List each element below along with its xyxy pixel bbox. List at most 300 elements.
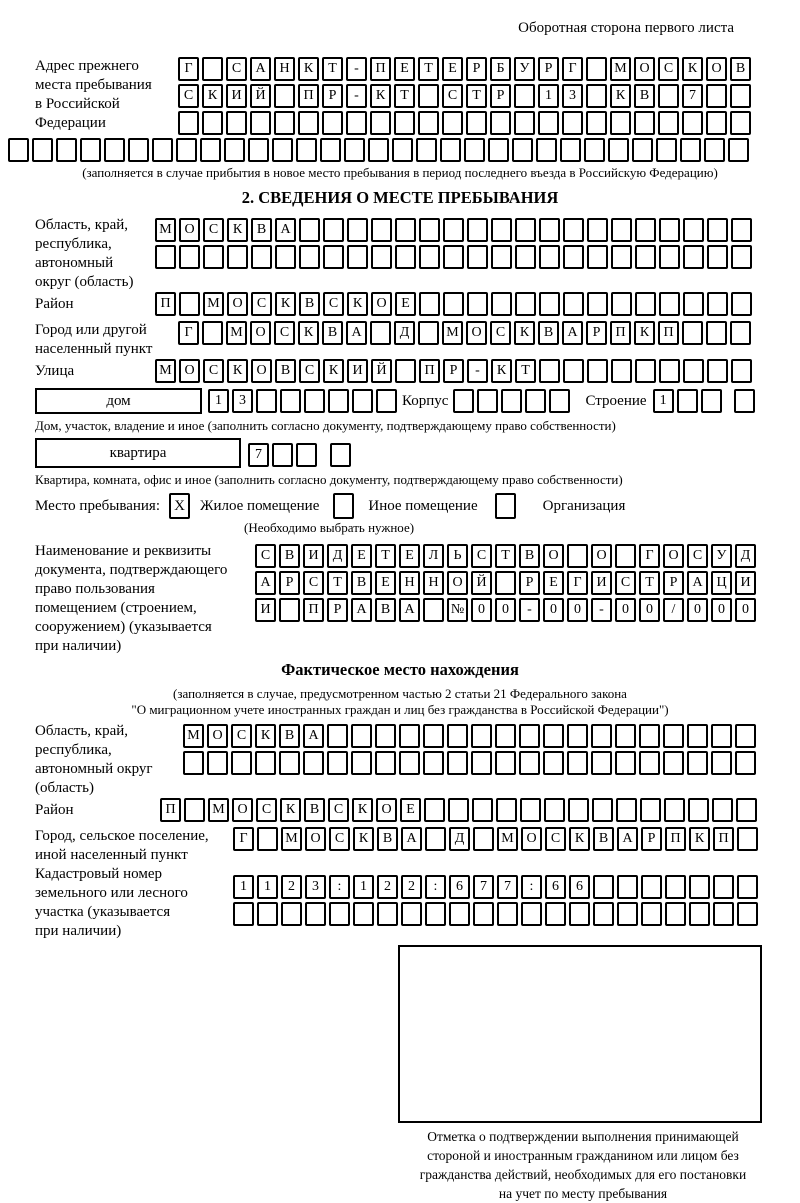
char-box[interactable] — [514, 111, 535, 135]
char-box[interactable]: Е — [395, 292, 416, 316]
char-box[interactable]: 0 — [735, 598, 756, 622]
char-box[interactable] — [683, 292, 704, 316]
char-box[interactable]: К — [227, 359, 248, 383]
char-box[interactable] — [423, 598, 444, 622]
char-box[interactable] — [635, 245, 656, 269]
char-box[interactable] — [416, 138, 437, 162]
char-box[interactable] — [735, 724, 756, 748]
char-box[interactable]: 2 — [401, 875, 422, 899]
char-box[interactable] — [488, 138, 509, 162]
char-box[interactable] — [659, 218, 680, 242]
char-box[interactable] — [640, 798, 661, 822]
char-box[interactable] — [32, 138, 53, 162]
char-box[interactable] — [567, 544, 588, 568]
char-box[interactable] — [539, 292, 560, 316]
char-box[interactable]: В — [593, 827, 614, 851]
char-box[interactable]: О — [232, 798, 253, 822]
char-box[interactable] — [453, 389, 474, 413]
char-box[interactable] — [713, 875, 734, 899]
char-box[interactable] — [202, 111, 223, 135]
char-box[interactable] — [593, 902, 614, 926]
char-box[interactable]: 0 — [471, 598, 492, 622]
char-box[interactable]: В — [375, 598, 396, 622]
char-box[interactable] — [682, 321, 703, 345]
char-box[interactable]: Н — [423, 571, 444, 595]
char-box[interactable]: А — [401, 827, 422, 851]
char-box[interactable]: Ь — [447, 544, 468, 568]
char-box[interactable] — [299, 218, 320, 242]
char-box[interactable] — [663, 724, 684, 748]
char-box[interactable]: Н — [274, 57, 295, 81]
char-box[interactable] — [501, 389, 522, 413]
char-box[interactable] — [563, 359, 584, 383]
char-box[interactable] — [611, 359, 632, 383]
char-box[interactable] — [104, 138, 125, 162]
char-box[interactable]: 7 — [473, 875, 494, 899]
char-box[interactable]: И — [255, 598, 276, 622]
char-box[interactable]: И — [303, 544, 324, 568]
char-box[interactable]: А — [346, 321, 367, 345]
char-box[interactable] — [347, 245, 368, 269]
char-box[interactable]: - — [467, 359, 488, 383]
char-box[interactable]: Й — [250, 84, 271, 108]
char-box[interactable] — [423, 724, 444, 748]
char-box[interactable] — [473, 827, 494, 851]
char-box[interactable] — [663, 751, 684, 775]
char-box[interactable] — [248, 138, 269, 162]
char-box[interactable]: П — [665, 827, 686, 851]
char-box[interactable]: 0 — [615, 598, 636, 622]
char-box[interactable]: В — [304, 798, 325, 822]
char-box[interactable] — [519, 751, 540, 775]
other-premises-checkbox[interactable] — [333, 493, 354, 519]
char-box[interactable]: Т — [466, 84, 487, 108]
char-box[interactable]: М — [497, 827, 518, 851]
char-box[interactable] — [615, 544, 636, 568]
char-box[interactable] — [728, 138, 749, 162]
char-box[interactable]: А — [275, 218, 296, 242]
char-box[interactable] — [734, 389, 755, 413]
char-box[interactable]: С — [226, 57, 247, 81]
char-box[interactable] — [538, 111, 559, 135]
char-box[interactable] — [353, 902, 374, 926]
char-box[interactable]: Р — [490, 84, 511, 108]
char-box[interactable] — [706, 111, 727, 135]
char-box[interactable]: К — [689, 827, 710, 851]
char-box[interactable]: П — [303, 598, 324, 622]
char-box[interactable] — [525, 389, 546, 413]
char-box[interactable]: Е — [375, 571, 396, 595]
char-box[interactable]: О — [305, 827, 326, 851]
char-box[interactable] — [665, 875, 686, 899]
char-box[interactable]: Т — [418, 57, 439, 81]
char-box[interactable]: - — [519, 598, 540, 622]
char-box[interactable] — [56, 138, 77, 162]
char-box[interactable] — [591, 751, 612, 775]
char-box[interactable]: К — [514, 321, 535, 345]
char-box[interactable]: Р — [519, 571, 540, 595]
char-box[interactable]: Г — [639, 544, 660, 568]
char-box[interactable] — [593, 875, 614, 899]
char-box[interactable]: 0 — [495, 598, 516, 622]
char-box[interactable] — [611, 218, 632, 242]
char-box[interactable]: Р — [641, 827, 662, 851]
char-box[interactable]: И — [226, 84, 247, 108]
char-box[interactable]: С — [299, 359, 320, 383]
char-box[interactable] — [704, 138, 725, 162]
char-box[interactable] — [490, 111, 511, 135]
char-box[interactable]: А — [399, 598, 420, 622]
char-box[interactable] — [226, 111, 247, 135]
char-box[interactable]: К — [569, 827, 590, 851]
char-box[interactable]: Д — [449, 827, 470, 851]
char-box[interactable]: 0 — [711, 598, 732, 622]
char-box[interactable] — [399, 751, 420, 775]
char-box[interactable]: Р — [586, 321, 607, 345]
char-box[interactable]: С — [251, 292, 272, 316]
char-box[interactable]: К — [352, 798, 373, 822]
char-box[interactable] — [322, 111, 343, 135]
char-box[interactable]: 2 — [377, 875, 398, 899]
char-box[interactable] — [659, 359, 680, 383]
char-box[interactable]: С — [256, 798, 277, 822]
char-box[interactable]: С — [203, 218, 224, 242]
organization-checkbox[interactable] — [495, 493, 516, 519]
char-box[interactable]: И — [591, 571, 612, 595]
char-box[interactable] — [737, 875, 758, 899]
char-box[interactable]: 3 — [232, 389, 253, 413]
char-box[interactable] — [467, 245, 488, 269]
char-box[interactable]: Т — [322, 57, 343, 81]
char-box[interactable] — [592, 798, 613, 822]
char-box[interactable]: Д — [327, 544, 348, 568]
char-box[interactable]: № — [447, 598, 468, 622]
char-box[interactable] — [233, 902, 254, 926]
char-box[interactable] — [711, 751, 732, 775]
char-box[interactable] — [351, 724, 372, 748]
char-box[interactable]: П — [370, 57, 391, 81]
char-box[interactable] — [418, 84, 439, 108]
char-box[interactable] — [584, 138, 605, 162]
char-box[interactable] — [346, 111, 367, 135]
char-box[interactable] — [634, 111, 655, 135]
char-box[interactable] — [730, 84, 751, 108]
char-box[interactable]: К — [634, 321, 655, 345]
char-box[interactable] — [497, 902, 518, 926]
char-box[interactable] — [178, 111, 199, 135]
char-box[interactable] — [448, 798, 469, 822]
char-box[interactable]: К — [202, 84, 223, 108]
char-box[interactable]: О — [521, 827, 542, 851]
char-box[interactable] — [665, 902, 686, 926]
char-box[interactable] — [418, 321, 439, 345]
char-box[interactable]: О — [207, 724, 228, 748]
char-box[interactable] — [207, 751, 228, 775]
char-box[interactable]: А — [617, 827, 638, 851]
char-box[interactable] — [737, 902, 758, 926]
char-box[interactable] — [471, 724, 492, 748]
char-box[interactable] — [256, 389, 277, 413]
char-box[interactable]: К — [682, 57, 703, 81]
char-box[interactable] — [713, 902, 734, 926]
char-box[interactable] — [549, 389, 570, 413]
char-box[interactable] — [305, 902, 326, 926]
char-box[interactable]: 1 — [208, 389, 229, 413]
char-box[interactable] — [587, 245, 608, 269]
char-box[interactable]: С — [615, 571, 636, 595]
char-box[interactable] — [512, 138, 533, 162]
char-box[interactable]: Й — [371, 359, 392, 383]
char-box[interactable] — [515, 245, 536, 269]
char-box[interactable] — [543, 724, 564, 748]
char-box[interactable]: У — [711, 544, 732, 568]
char-box[interactable] — [706, 84, 727, 108]
char-box[interactable]: К — [610, 84, 631, 108]
char-box[interactable]: К — [491, 359, 512, 383]
char-box[interactable]: 1 — [257, 875, 278, 899]
char-box[interactable] — [401, 902, 422, 926]
char-box[interactable]: О — [179, 218, 200, 242]
char-box[interactable]: К — [227, 218, 248, 242]
char-box[interactable] — [280, 389, 301, 413]
char-box[interactable] — [272, 443, 293, 467]
char-box[interactable] — [683, 245, 704, 269]
char-box[interactable] — [659, 292, 680, 316]
char-box[interactable] — [539, 218, 560, 242]
char-box[interactable] — [8, 138, 29, 162]
char-box[interactable]: О — [447, 571, 468, 595]
char-box[interactable] — [419, 292, 440, 316]
char-box[interactable]: 1 — [353, 875, 374, 899]
char-box[interactable]: С — [328, 798, 349, 822]
char-box[interactable]: С — [231, 724, 252, 748]
char-box[interactable]: С — [329, 827, 350, 851]
char-box[interactable]: Р — [466, 57, 487, 81]
char-box[interactable] — [329, 902, 350, 926]
char-box[interactable] — [707, 218, 728, 242]
char-box[interactable] — [251, 245, 272, 269]
char-box[interactable]: М — [281, 827, 302, 851]
char-box[interactable]: : — [425, 875, 446, 899]
char-box[interactable]: К — [298, 321, 319, 345]
char-box[interactable] — [466, 111, 487, 135]
char-box[interactable]: 1 — [233, 875, 254, 899]
char-box[interactable]: Г — [562, 57, 583, 81]
char-box[interactable] — [296, 138, 317, 162]
char-box[interactable] — [736, 798, 757, 822]
char-box[interactable]: Л — [423, 544, 444, 568]
char-box[interactable] — [735, 751, 756, 775]
char-box[interactable]: С — [471, 544, 492, 568]
char-box[interactable] — [611, 292, 632, 316]
char-box[interactable] — [320, 138, 341, 162]
char-box[interactable]: А — [255, 571, 276, 595]
char-box[interactable] — [327, 724, 348, 748]
char-box[interactable]: А — [303, 724, 324, 748]
char-box[interactable] — [176, 138, 197, 162]
char-box[interactable]: 7 — [248, 443, 269, 467]
char-box[interactable] — [567, 751, 588, 775]
char-box[interactable] — [155, 245, 176, 269]
char-box[interactable] — [687, 724, 708, 748]
char-box[interactable] — [281, 902, 302, 926]
char-box[interactable] — [419, 245, 440, 269]
char-box[interactable]: О — [376, 798, 397, 822]
char-box[interactable] — [296, 443, 317, 467]
char-box[interactable]: О — [543, 544, 564, 568]
char-box[interactable] — [591, 724, 612, 748]
char-box[interactable]: 7 — [682, 84, 703, 108]
char-box[interactable]: К — [353, 827, 374, 851]
char-box[interactable] — [635, 218, 656, 242]
char-box[interactable]: 0 — [639, 598, 660, 622]
char-box[interactable]: К — [347, 292, 368, 316]
char-box[interactable] — [371, 245, 392, 269]
char-box[interactable] — [496, 798, 517, 822]
char-box[interactable] — [731, 218, 752, 242]
char-box[interactable] — [617, 875, 638, 899]
char-box[interactable]: В — [730, 57, 751, 81]
char-box[interactable] — [376, 389, 397, 413]
char-box[interactable]: В — [519, 544, 540, 568]
char-box[interactable]: О — [251, 359, 272, 383]
char-box[interactable] — [425, 902, 446, 926]
char-box[interactable] — [449, 902, 470, 926]
char-box[interactable] — [664, 798, 685, 822]
char-box[interactable] — [731, 359, 752, 383]
char-box[interactable] — [658, 111, 679, 135]
char-box[interactable]: И — [735, 571, 756, 595]
char-box[interactable]: В — [275, 359, 296, 383]
char-box[interactable]: В — [279, 724, 300, 748]
char-box[interactable] — [371, 218, 392, 242]
char-box[interactable] — [495, 724, 516, 748]
char-box[interactable] — [707, 245, 728, 269]
char-box[interactable] — [491, 245, 512, 269]
char-box[interactable]: П — [298, 84, 319, 108]
char-box[interactable]: П — [713, 827, 734, 851]
char-box[interactable]: М — [610, 57, 631, 81]
char-box[interactable] — [473, 902, 494, 926]
char-box[interactable] — [323, 245, 344, 269]
char-box[interactable] — [443, 292, 464, 316]
char-box[interactable] — [202, 321, 223, 345]
char-box[interactable]: М — [226, 321, 247, 345]
char-box[interactable] — [544, 798, 565, 822]
char-box[interactable] — [639, 724, 660, 748]
char-box[interactable] — [683, 359, 704, 383]
char-box[interactable]: - — [346, 57, 367, 81]
char-box[interactable] — [656, 138, 677, 162]
char-box[interactable] — [424, 798, 445, 822]
char-box[interactable] — [563, 218, 584, 242]
char-box[interactable] — [303, 751, 324, 775]
char-box[interactable]: П — [419, 359, 440, 383]
char-box[interactable]: Р — [327, 598, 348, 622]
char-box[interactable]: : — [521, 875, 542, 899]
char-box[interactable] — [395, 359, 416, 383]
char-box[interactable]: М — [183, 724, 204, 748]
char-box[interactable]: С — [490, 321, 511, 345]
char-box[interactable] — [179, 292, 200, 316]
char-box[interactable] — [395, 245, 416, 269]
char-box[interactable] — [375, 724, 396, 748]
char-box[interactable]: С — [658, 57, 679, 81]
char-box[interactable]: С — [274, 321, 295, 345]
char-box[interactable] — [442, 111, 463, 135]
char-box[interactable] — [399, 724, 420, 748]
char-box[interactable]: М — [203, 292, 224, 316]
char-box[interactable] — [521, 902, 542, 926]
char-box[interactable] — [683, 218, 704, 242]
char-box[interactable] — [701, 389, 722, 413]
char-box[interactable]: С — [442, 84, 463, 108]
char-box[interactable] — [586, 57, 607, 81]
char-box[interactable] — [351, 751, 372, 775]
char-box[interactable] — [658, 84, 679, 108]
char-box[interactable] — [419, 218, 440, 242]
char-box[interactable] — [688, 798, 709, 822]
char-box[interactable] — [514, 84, 535, 108]
char-box[interactable] — [418, 111, 439, 135]
char-box[interactable]: П — [658, 321, 679, 345]
char-box[interactable]: В — [377, 827, 398, 851]
char-box[interactable] — [539, 359, 560, 383]
char-box[interactable] — [737, 827, 758, 851]
char-box[interactable] — [183, 751, 204, 775]
char-box[interactable] — [615, 724, 636, 748]
char-box[interactable] — [689, 902, 710, 926]
char-box[interactable] — [610, 111, 631, 135]
char-box[interactable]: Т — [327, 571, 348, 595]
char-box[interactable]: Т — [639, 571, 660, 595]
char-box[interactable]: О — [250, 321, 271, 345]
char-box[interactable] — [395, 218, 416, 242]
char-box[interactable]: В — [322, 321, 343, 345]
char-box[interactable] — [425, 827, 446, 851]
char-box[interactable]: В — [351, 571, 372, 595]
char-box[interactable]: Р — [279, 571, 300, 595]
char-box[interactable] — [712, 798, 733, 822]
char-box[interactable]: М — [442, 321, 463, 345]
char-box[interactable] — [467, 292, 488, 316]
char-box[interactable]: Е — [400, 798, 421, 822]
char-box[interactable] — [375, 751, 396, 775]
char-box[interactable]: В — [634, 84, 655, 108]
char-box[interactable]: Р — [322, 84, 343, 108]
char-box[interactable]: А — [687, 571, 708, 595]
char-box[interactable]: 1 — [538, 84, 559, 108]
char-box[interactable]: У — [514, 57, 535, 81]
char-box[interactable] — [179, 245, 200, 269]
char-box[interactable]: С — [178, 84, 199, 108]
char-box[interactable] — [323, 218, 344, 242]
char-box[interactable] — [423, 751, 444, 775]
char-box[interactable] — [327, 751, 348, 775]
char-box[interactable] — [641, 902, 662, 926]
char-box[interactable] — [707, 359, 728, 383]
char-box[interactable] — [515, 218, 536, 242]
char-box[interactable] — [257, 902, 278, 926]
char-box[interactable]: 0 — [567, 598, 588, 622]
char-box[interactable]: 0 — [543, 598, 564, 622]
char-box[interactable]: К — [323, 359, 344, 383]
char-box[interactable] — [562, 111, 583, 135]
char-box[interactable] — [128, 138, 149, 162]
char-box[interactable] — [370, 111, 391, 135]
char-box[interactable] — [491, 292, 512, 316]
char-box[interactable] — [539, 245, 560, 269]
